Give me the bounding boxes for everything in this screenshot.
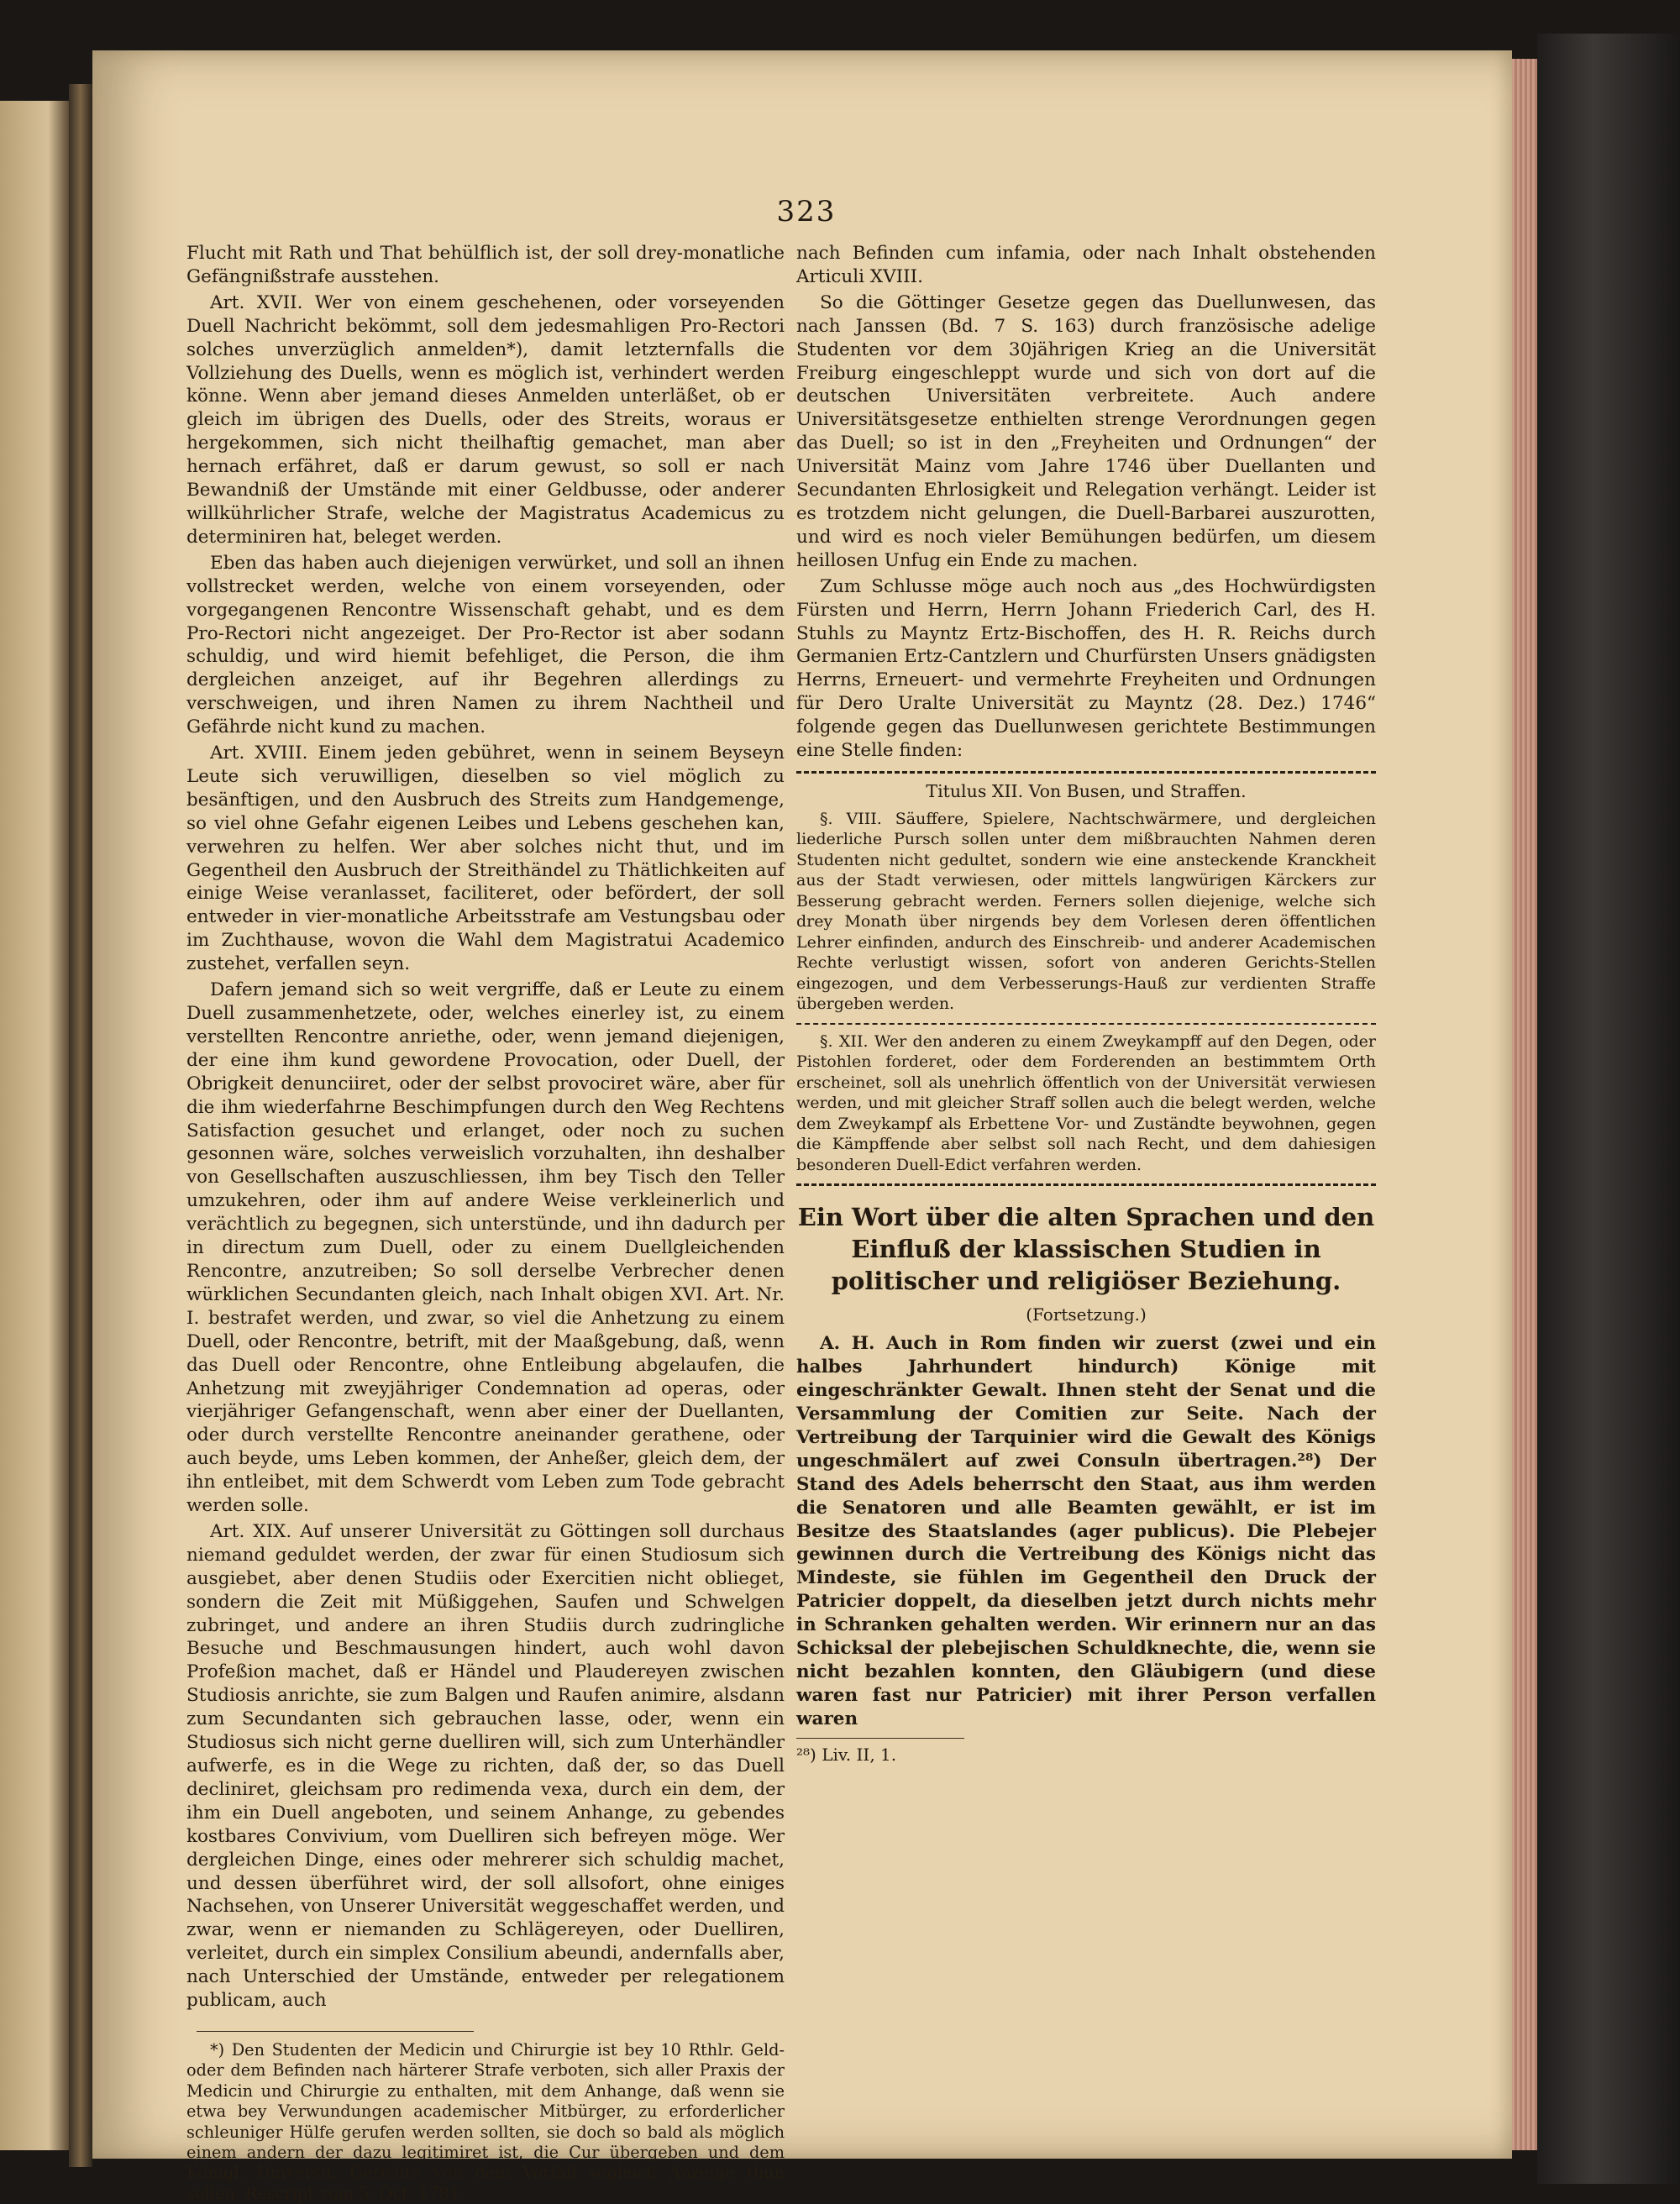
- dashed-separator: [796, 1183, 1376, 1186]
- paragraph: Art. XVII. Wer von einem geschehenen, oder vorseyenden Duell Nachricht bekömmt, soll dem jedesmahligen Pro-Rectori solches unverzüglich anmelden*), damit letzternfalls die Vollziehung des Duells, wenn es möglich ist, verhindert werden könne. Wenn aber jemand dieses Anmelden unterläßet, ob er gleich im übrigen des Duells, oder des Streits, woraus er hergekommen, sich nicht theilhaftig gemachet, man aber hernach erfähret, daß er darum gewust, so soll er nach Bewandniß der Umstände mit einer Geldbusse, oder anderer willkührlicher Strafe, welche der Magistratus Academicus zu determiniren hat, beleget werden.: [186, 291, 785, 548]
- paragraph: Zum Schlusse möge auch noch aus „des Hochwürdigsten Fürsten und Herrn, Herrn Johann Friederich Carl, des H. Stuhls zu Mayntz Ertz-Bischoffen, des H. R. Reichs durch Germanien Ertz-Cantzlern und Churfürsten Unsers gnädigsten Herrns, Erneuert- und vermehrte Freyheiten und Ordnungen für Dero Uralte Universität zu Mayntz (28. Dez.) 1746“ folgende gegen das Duellunwesen gerichtete Bestimmungen eine Stelle finden:: [796, 575, 1376, 762]
- decree-paragraph: §. XII. Wer den anderen zu einem Zweykampff auf den Degen, oder Pistohlen forderet, oder dem Forderenden an bestimmtem Orth erscheinet, soll als unehrlich öffentlich von der Universität verwiesen werden, und mit gleicher Straff sollen auch die belegt werden, welche dem Zweykampf als Erbettene Vor- und Zuständte beywohnen, gegen die Kämpffende aber selbst soll nach Recht, und dem dahiesigen besonderen Duell-Edict verfahren werden.: [796, 1031, 1376, 1174]
- left-page-edge: [0, 101, 69, 2150]
- footnote: *) Den Studenten der Medicin und Chirurgie ist bey 10 Rthlr. Geld- oder dem Befinden nach härterer Strafe verboten, sich aller Praxis der Medicin und Chirurgie zu enthalten, mit dem Anhange, daß wenn sie etwa bey Verwundungen academischer Mitbürger, zu erforderlicher schleuniger Hülfe gerufen werden sollten, sie doch so bald als möglich einem andern der dazu legitimiret ist, die Cur übergeben und dem Königl. Universit. Gerichte von dem Vorfall sogleich Anzeige thun sollen. Rescript vom 5. Oct. 1781.: [186, 2039, 785, 2203]
- paragraph: nach Befinden cum infamia, oder nach Inhalt obstehenden Articuli XVIII.: [796, 243, 1376, 287]
- dashed-separator: [796, 771, 1376, 774]
- paragraph: A. H. Auch in Rom finden wir zuerst (zwei und ein halbes Jahrhundert hindurch) Könige mit eingeschränkter Gewalt. Ihnen steht der Senat und die Versammlung der Comitien zur Seite. Nach der Vertreibung der Tarquinier wird die Gewalt des Königs ungeschmälert auf zwei Consuln übertragen.²⁸) Der Stand des Adels beherrscht den Staat, aus ihm werden die Senatoren und alle Beamten gewählt, er ist im Besitze des Staatslandes (ager publicus). Die Plebejer gewinnen durch die Vertreibung des Königs nicht das Mindeste, sie fühlen im Gegentheil den Druck der Patricier doppelt, da dieselben jetzt durch nichts mehr in Schranken gehalten werden. Wir erinnern nur an das Schicksal der plebejischen Schuldknechte, die, wenn sie nicht bezahlen konnten, den Gläubigern (und diese waren fast nur Patricier) mit ihrer Person verfallen waren: [796, 1333, 1376, 1729]
- decree-paragraph: §. VIII. Säuffere, Spielere, Nachtschwärmere, und dergleichen liederliche Pursch sollen unter dem mißbrauchten Nahmen deren Studenten nicht gedultet, sondern wie eine ansteckende Kranckheit aus der Stadt verwiesen, oder mittels langwürigen Kärckers zur Besserung gebracht werden. Ferners sollen diejenige, welche sich drey Monath über nirgends bey dem Vorlesen deren öffentlichen Lehrer einfinden, andurch des Einschreib- und anderer Academischen Rechte verlustigt wissen, sofort von anderen Gerichts-Stellen eingezogen, und dem Verbesserungs-Hauß zur verdienten Straffe übergeben werden.: [796, 809, 1376, 1014]
- paragraph: Art. XIX. Auf unserer Universität zu Göttingen soll durchaus niemand geduldet werden, der zwar für einen Studiosum sich ausgiebet, aber denen Studiis oder Exercitien nicht oblieget, sondern die Zeit mit Müßiggehen, Saufen und Schwelgen zubringet, und andere an ihren Studiis durch zudringliche Besuche und Beschmausungen hindert, auch wohl davon Profeßion machet, daß er Händel und Plaudereyen zwischen Studiosis anrichte, sie zum Balgen und Raufen animire, alsdann zum Secundanten sich gebrauchen lasse, oder, wenn ein Studiosus sich nicht gerne duelliren will, sich zum Unterhändler aufwerfe, es in die Wege zu richten, daß der, so das Duell decliniret, gleichsam pro redimenda vexa, durch ein dem, der ihm ein Duell angeboten, und seinem Anhange, zu gebendes kostbares Convivium, vom Duelliren sich befreyen möge. Wer dergleichen Dinge, eines oder mehrerer sich schuldig machet, und dessen überführet wird, der soll allsofort, ohne einiges Nachsehen, von Unserer Universität weggeschaffet werden, und zwar, wenn er niemanden zu Schlägereyen, oder Duelliren, verleitet, durch ein simplex Consilium abeundi, andernfalls aber, nach Unterschied der Umstände, entweder per relegationem publicam, auch: [186, 1520, 785, 2012]
- paragraph: Dafern jemand sich so weit vergriffe, daß er Leute zu einem Duell zusammenhetzete, oder, welches einerley ist, zu einem verstellten Rencontre anriethe, oder, wenn jemand diejenigen, der eine ihm kund gewordene Provocation, oder Duell, der Obrigkeit denunciiret, oder der selbst provociret wäre, aber für die ihm wiederfahrne Beschimpfungen durch den Weg Rechtens Satisfaction gesuchet und erlanget, oder noch zu suchen gesonnen wäre, solches verweislich vorzuhalten, ihn deshalber von Gesellschaften auszuschliessen, ihm bey Tisch den Teller umzukehren, oder ihm auf andere Weise verkleinerlich und verächtlich zu begegnen, sich unterstünde, und ihn dadurch per in directum zum Duell, oder zu einem Duellgleichenden Rencontre, anzutreiben; So soll derselbe Verbrecher denen würklichen Secundanten gleich, nach Inhalt obigen XVI. Art. Nr. I. bestrafet werden, und zwar, so viel die Anhetzung zu einem Duell, oder Rencontre, betrift, mit der Maaßgebung, daß, wenn das Duell oder Rencontre, ohne Entleibung abgelaufen, die Anhetzung mit zweyjähriger Condemnation ad operas, oder vierjähriger Gefangenschaft, wenn aber einer der Duellanten, oder durch verstellte Rencontre aneinander gerathene, oder auch beyde, ums Leben kommen, der Anheßer, gleich dem, der ihn entleibet, mit dem Schwerdt vom Leben zum Tode gebracht werden solle.: [186, 979, 785, 1517]
- footnote: ²⁸) Liv. II, 1.: [796, 1744, 897, 1765]
- dashed-separator: [796, 1023, 1376, 1025]
- article-subtitle: (Fortsetzung.): [1026, 1304, 1147, 1325]
- article-body: [796, 1332, 1376, 1730]
- book-cover: [1537, 34, 1680, 2184]
- footnote-divider: [796, 1738, 964, 1739]
- paragraph: Art. XVIII. Einem jeden gebühret, wenn in seinem Beyseyn Leute sich veruwilligen, dieselben so viel möglich zu besänftigen, und den Ausbruch des Streits zum Handgemenge, so viel ohne Gefahr eigenen Leibes und Lebens geschehen kan, verwehren zu helfen. Wer aber solches nicht thut, und im Gegentheil den Ausbruch der Streithändel zu Thätlichkeiten auf einige Weise veranlasset, faciliteret, oder befördert, der soll entweder in vier-monatliche Arbeitsstrafe am Vestungsbau oder im Zuchthause, wovon die Wahl dem Magistratui Academico zustehet, verfallen seyn.: [186, 743, 785, 975]
- right-column: [796, 242, 1376, 1767]
- decree-title: Titulus XII. Von Busen, und Straffen.: [926, 780, 1247, 801]
- page-number: 323: [776, 195, 837, 228]
- paragraph: Flucht mit Rath und That behülflich ist, der soll drey-monatliche Gefängnißstrafe ausstehen.: [186, 243, 785, 287]
- paragraph: Eben das haben auch diejenigen verwürket, und soll an ihnen vollstrecket werden, welche von einem vorseyenden, oder vorgegangenen Rencontre Wissenschaft gehabt, und es dem Pro-Rectori nicht angezeiget. Der Pro-Rector ist aber sodann schuldig, und wird hiemit befehliget, die Person, die ihm dergleichen anzeiget, auf ihr Begehren allerdings zu verschweigen, und ihren Namen zu ihrem Nachtheil und Gefährde nicht kund zu machen.: [186, 552, 785, 738]
- article-title: Ein Wort über die alten Sprachen und den Einfluß der klassischen Studien in politischer und religiöser Beziehung.: [797, 1203, 1375, 1296]
- paragraph: So die Göttinger Gesetze gegen das Duellunwesen, das nach Janssen (Bd. 7 S. 163) durch französische adelige Studenten vor dem 30jährigen Krieg an die Universität Freiburg eingeschleppt wurde und sich von dort auf die deutschen Universitäten verbreitete. Auch andere Universitätsgesetze enthielten strenge Verordnungen gegen das Duell; so ist in den „Freyheiten und Ordnungen“ der Universität Mainz vom Jahre 1746 über Duellanten und Secundanten Ehrlosigkeit und Relegation verhängt. Leider ist es trotzdem nicht gelungen, die Duell-Barbarei auszurotten, und wird es noch vieler Bemühungen bedürfen, um diesem heillosen Unfug ein Ende zu machen.: [796, 291, 1376, 571]
- page-fore-edge: [1512, 59, 1537, 2150]
- left-column: [186, 242, 785, 2204]
- footnote-divider: [197, 2031, 474, 2032]
- book-spine: [69, 84, 92, 2167]
